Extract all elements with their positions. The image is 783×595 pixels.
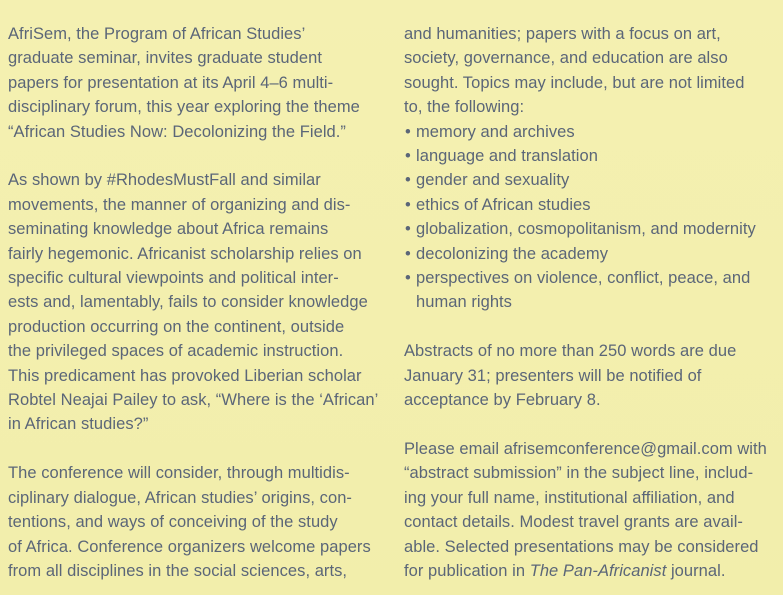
topic-item: • gender and sexuality [404,168,782,192]
journal-title: The Pan-Africanist [529,561,667,580]
text-line: As shown by #RhodesMustFall and similar [8,171,321,190]
topic-item: • ethics of African studies [404,193,782,217]
text-line: acceptance by February 8. [404,391,601,410]
text-line: January 31; presenters will be notified of [404,366,702,385]
text-line: papers for presentation at its April 4–6 multi- [8,73,334,92]
text-line: tentions, and ways of conceiving of the study [8,513,338,532]
text-line: sought. Topics may include, but are not limited [404,73,745,92]
left-column [8,22,388,583]
topic-item: • perspectives on violence, conflict, peace, and [404,266,782,290]
text-line: ciplinary dialogue, African studies’ origins, con- [8,488,352,507]
text-fragment: for publication in [404,561,530,580]
text-fragment: journal. [666,561,726,580]
context-paragraph [8,168,388,436]
topic-item: • memory and archives [404,120,782,144]
topic-item-continuation: human rights [416,293,512,312]
text-line: Robtel Neajai Pailey to ask, “Where is the ‘African’ [8,391,379,410]
text-line: ests and, lamentably, fails to consider knowledge [8,293,368,312]
text-line: from all disciplines in the social sciences, arts, [8,561,348,580]
text-line: to, the following: [404,98,525,117]
paragraph-gap [8,437,388,461]
conference-paragraph [8,461,388,583]
text-line: AfriSem, the Program of African Studies’ [8,25,306,43]
right-column [404,22,782,583]
text-line: This predicament has provoked Liberian scholar [8,366,362,385]
paragraph-gap [404,412,782,436]
text-line: movements, the manner of organizing and dis- [8,195,351,214]
topic-item: • decolonizing the academy [404,242,782,266]
text-line: “African Studies Now: Decolonizing the Field.” [8,122,346,141]
topics-list [404,120,782,315]
text-line: the privileged spaces of academic instruction. [8,342,344,361]
text-line: ing your full name, institutional affiliation, and [404,488,735,507]
text-line: The conference will consider, through multidis- [8,464,350,483]
topic-item: • language and translation [404,144,782,168]
intro-paragraph [8,22,388,144]
text-line: contact details. Modest travel grants are avail- [404,513,743,532]
text-line: production occurring on the continent, outside [8,317,345,336]
text-line: seminating knowledge about Africa remains [8,220,329,239]
text-line: Please email afrisemconference@gmail.com with [404,439,767,458]
deadline-paragraph [404,339,782,412]
topic-item: • globalization, cosmopolitanism, and modernity [404,217,782,241]
paragraph-gap [8,144,388,168]
text-line: society, governance, and education are also [404,49,728,68]
text-line: fairly hegemonic. Africanist scholarship relies on [8,244,362,263]
text-line: disciplinary forum, this year exploring the theme [8,98,360,117]
text-line: able. Selected presentations may be considered [404,537,759,556]
text-line [404,559,782,583]
text-line: of Africa. Conference organizers welcome papers [8,537,371,556]
text-line: in African studies?” [8,415,149,434]
text-line: “abstract submission” in the subject line, includ- [404,464,754,483]
scope-paragraph [404,22,782,120]
text-line: and humanities; papers with a focus on art, [404,25,721,43]
text-line: specific cultural viewpoints and political inter- [8,269,339,288]
text-line: Abstracts of no more than 250 words are due [404,342,737,361]
text-line: graduate seminar, invites graduate student [8,49,322,68]
paragraph-gap [404,315,782,339]
submission-paragraph [404,437,782,583]
